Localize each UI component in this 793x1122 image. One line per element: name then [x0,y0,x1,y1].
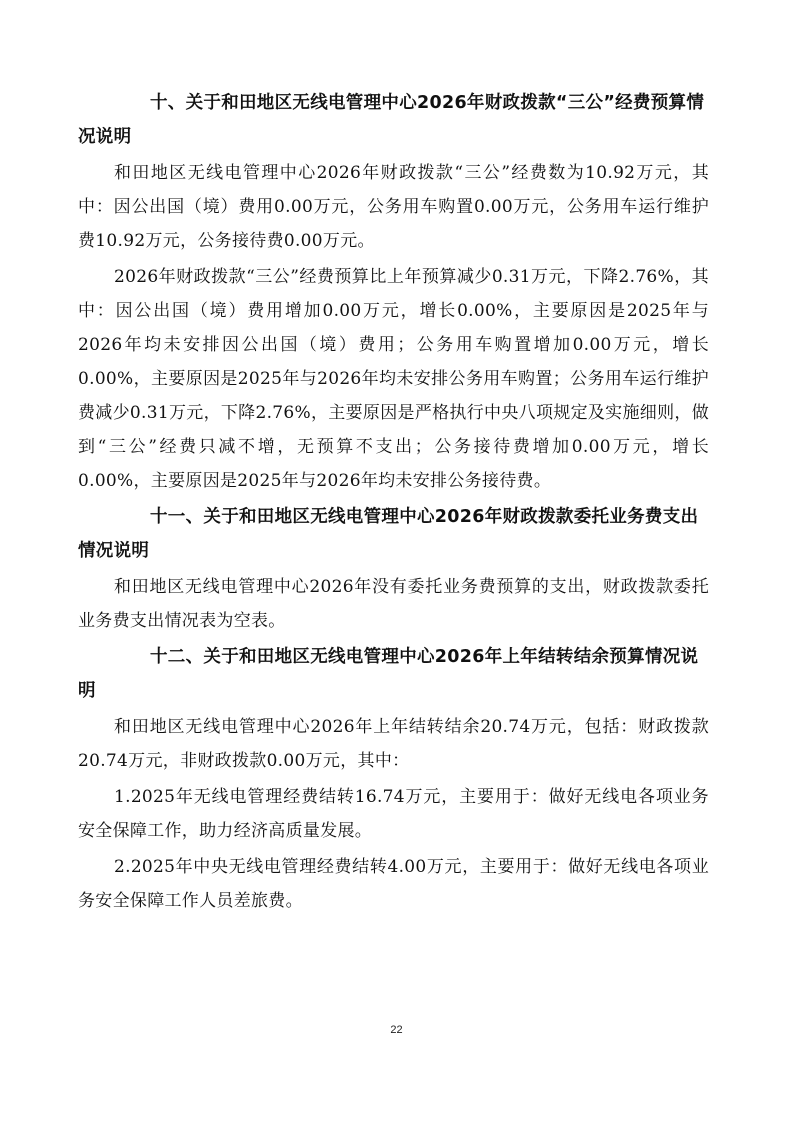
section-number: 十一、 [150,507,204,527]
section-title: 关于和田地区无线电管理中心2026年财政拨款“三公”经费预算情况说明 [78,93,705,147]
section-title: 关于和田地区无线电管理中心2026年财政拨款委托业务费支出情况说明 [78,507,699,561]
section-eleven [78,500,709,638]
section-heading [78,640,709,708]
paragraph: 2026年财政拨款“三公”经费预算比上年预算减少0.31万元，下降2.76%，其中：因公出国（境）费用增加0.00万元，增长0.00%，主要原因是2025年与2026年均未安排因公出国（境）费用；公务用车购置增加0.00万元，增长0.00%，主要原因是2025年与2026年均未安排公务用车购置；公务用车运行维护费减少0.31万元，下降2.76%，主要原因是严格执行中央八项规定及实施细则，做到“三公”经费只减不增，无预算不支出；公务接待费增加0.00万元，增长0.00%，主要原因是2025年与2026年均未安排公务接待费。 [78,267,709,491]
paragraph: 和田地区无线电管理中心2026年财政拨款“三公”经费数为10.92万元，其中：因公出国（境）费用0.00万元，公务用车购置0.00万元，公务用车运行维护费10.92万元，公务接待费0.00万元。 [78,163,709,251]
section-ten [78,86,709,498]
section-number: 十、 [150,93,186,113]
page-number: 22 [390,1024,403,1036]
paragraph: 和田地区无线电管理中心2026年上年结转结余20.74万元，包括：财政拨款20.74万元，非财政拨款0.00万元，其中： [78,717,709,771]
section-number: 十二、 [150,647,204,667]
paragraph: 和田地区无线电管理中心2026年没有委托业务费预算的支出，财政拨款委托业务费支出情况表为空表。 [78,577,709,631]
section-title: 关于和田地区无线电管理中心2026年上年结转结余预算情况说明 [78,647,699,701]
section-heading [78,86,709,154]
paragraph: 2.2025年中央无线电管理经费结转4.00万元，主要用于：做好无线电各项业务安全保障工作人员差旅费。 [78,857,709,911]
section-heading [78,500,709,568]
paragraph: 1.2025年无线电管理经费结转16.74万元，主要用于：做好无线电各项业务安全保障工作，助力经济高质量发展。 [78,787,709,841]
section-twelve [78,640,709,918]
